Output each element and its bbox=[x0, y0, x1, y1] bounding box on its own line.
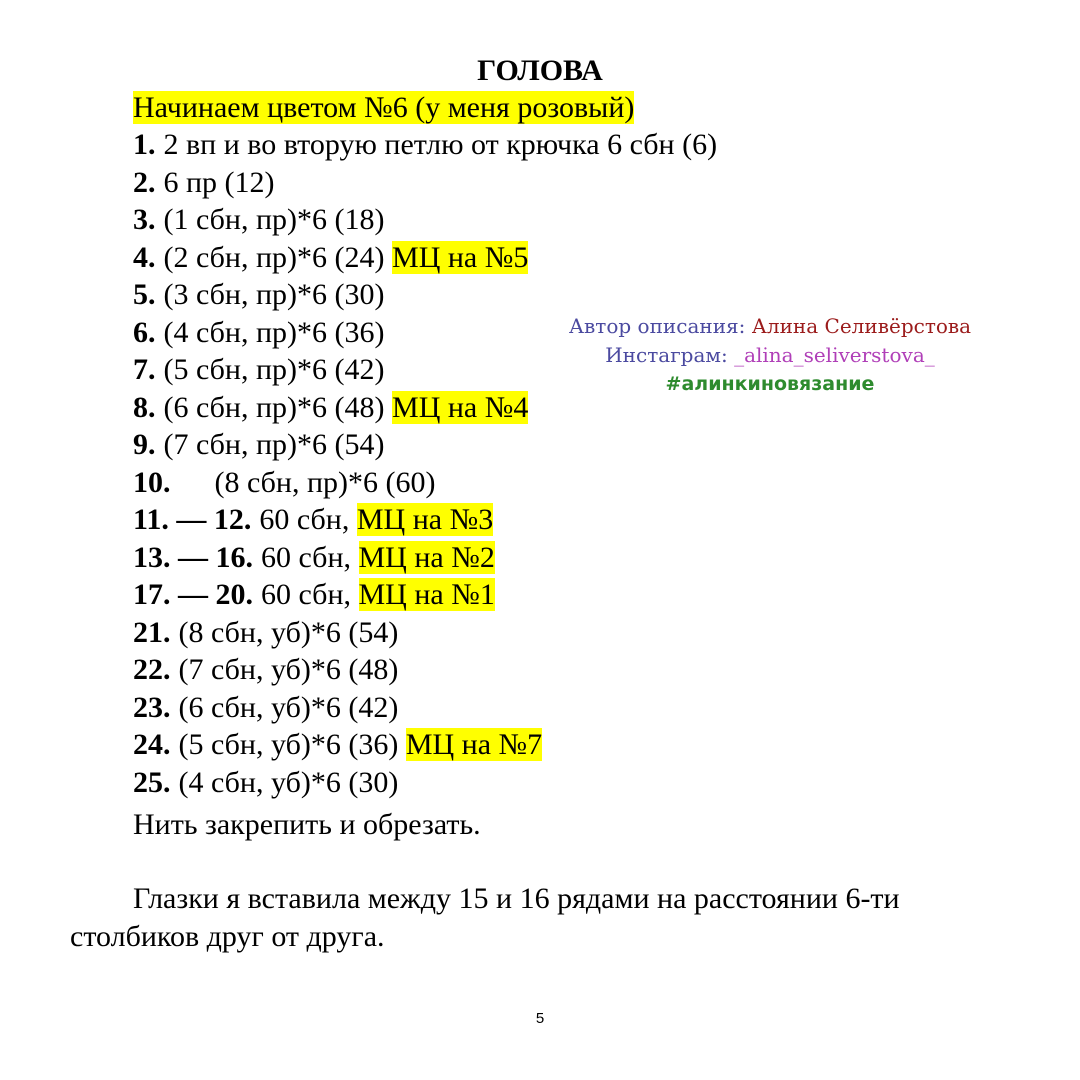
row-number: 13. — 16. bbox=[133, 540, 253, 574]
color-change-highlight: МЦ на №7 bbox=[405, 728, 543, 761]
author-label: Автор описания: bbox=[568, 314, 746, 338]
row-instruction: (6 сбн, уб)*6 (42) bbox=[178, 690, 399, 724]
instagram-handle: _alina_seliverstova_ bbox=[734, 343, 935, 367]
row-number: 1. bbox=[133, 128, 156, 161]
author-credit-watermark bbox=[520, 312, 1020, 399]
author-line bbox=[520, 312, 1020, 341]
row-number: 21. bbox=[133, 615, 171, 649]
row-number: 7. bbox=[133, 353, 156, 386]
row-number: 10. bbox=[133, 465, 171, 499]
row-number: 11. — 12. bbox=[133, 503, 252, 536]
pattern-row bbox=[133, 726, 593, 764]
color-change-highlight: МЦ на №2 bbox=[358, 540, 495, 574]
start-color-highlight: Начинаем цветом №6 (у меня розовый) bbox=[133, 91, 635, 124]
row-number: 2. bbox=[133, 165, 156, 199]
pattern-row bbox=[133, 239, 593, 277]
section-title: ГОЛОВА bbox=[477, 54, 603, 87]
row-number: 5. bbox=[133, 278, 156, 311]
row-instruction: (8 сбн, уб)*6 (54) bbox=[178, 615, 399, 649]
row-instruction: 60 сбн, bbox=[261, 540, 351, 574]
row-number: 9. bbox=[133, 428, 156, 461]
finish-instruction: Нить закрепить и обрезать. bbox=[133, 808, 481, 841]
pattern-row bbox=[133, 539, 593, 577]
row-instruction: 6 пр (12) bbox=[163, 165, 275, 199]
color-change-highlight: МЦ на №4 bbox=[392, 390, 529, 424]
row-instruction: 60 сбн, bbox=[259, 503, 350, 536]
pattern-row bbox=[133, 426, 593, 464]
row-instruction: (1 сбн, пр)*6 (18) bbox=[163, 203, 385, 236]
pattern-row bbox=[133, 576, 593, 614]
row-instruction: (7 сбн, уб)*6 (48) bbox=[178, 653, 399, 686]
row-instruction: (4 сбн, пр)*6 (36) bbox=[163, 315, 385, 349]
row-number: 4. bbox=[133, 240, 156, 274]
row-instruction: (3 сбн, пр)*6 (30) bbox=[163, 278, 385, 311]
row-instruction: 60 сбн, bbox=[261, 578, 351, 611]
row-number: 23. bbox=[133, 690, 171, 724]
color-change-highlight: МЦ на №3 bbox=[356, 503, 494, 536]
page-number: 5 bbox=[535, 1010, 545, 1027]
pattern-row bbox=[133, 276, 593, 314]
instagram-line bbox=[520, 341, 1020, 370]
row-instruction: 2 вп и во вторую петлю от крючка 6 сбн (6) bbox=[163, 128, 718, 161]
instagram-label: Инстаграм: bbox=[605, 343, 728, 367]
pattern-row bbox=[133, 501, 593, 539]
row-number: 3. bbox=[133, 203, 156, 236]
pattern-row bbox=[133, 764, 593, 802]
row-instruction: (2 сбн, пр)*6 (24) bbox=[163, 240, 385, 274]
row-instruction: (5 сбн, уб)*6 (36) bbox=[178, 728, 399, 761]
pattern-row bbox=[133, 614, 593, 652]
row-instruction: (6 сбн, пр)*6 (48) bbox=[163, 390, 385, 424]
row-number: 8. bbox=[133, 390, 156, 424]
row-number: 25. bbox=[133, 765, 171, 799]
pattern-row bbox=[133, 651, 593, 689]
row-instruction: (4 сбн, уб)*6 (30) bbox=[178, 765, 399, 799]
row-instruction: (8 сбн, пр)*6 (60) bbox=[214, 465, 436, 499]
color-change-highlight: МЦ на №5 bbox=[392, 240, 529, 274]
row-number: 17. — 20. bbox=[133, 578, 253, 611]
row-number: 6. bbox=[133, 315, 156, 349]
color-change-highlight: МЦ на №1 bbox=[358, 578, 495, 611]
author-name: Алина Селивёрстова bbox=[751, 314, 972, 338]
eyes-placement-note: Глазки я вставила между 15 и 16 рядами на расстоянии 6-ти столбиков друг от друга. bbox=[70, 882, 900, 953]
pattern-row bbox=[133, 126, 718, 164]
row-number: 22. bbox=[133, 653, 171, 686]
pattern-row bbox=[133, 689, 593, 727]
row-number: 24. bbox=[133, 728, 171, 761]
row-instruction: (5 сбн, пр)*6 (42) bbox=[163, 353, 385, 386]
pattern-row bbox=[133, 464, 593, 502]
row-instruction: (7 сбн, пр)*6 (54) bbox=[163, 428, 385, 461]
pattern-row bbox=[133, 164, 593, 202]
pattern-row bbox=[133, 201, 593, 239]
start-color-note bbox=[133, 90, 634, 126]
hashtag: #алинкиновязание bbox=[665, 373, 875, 395]
